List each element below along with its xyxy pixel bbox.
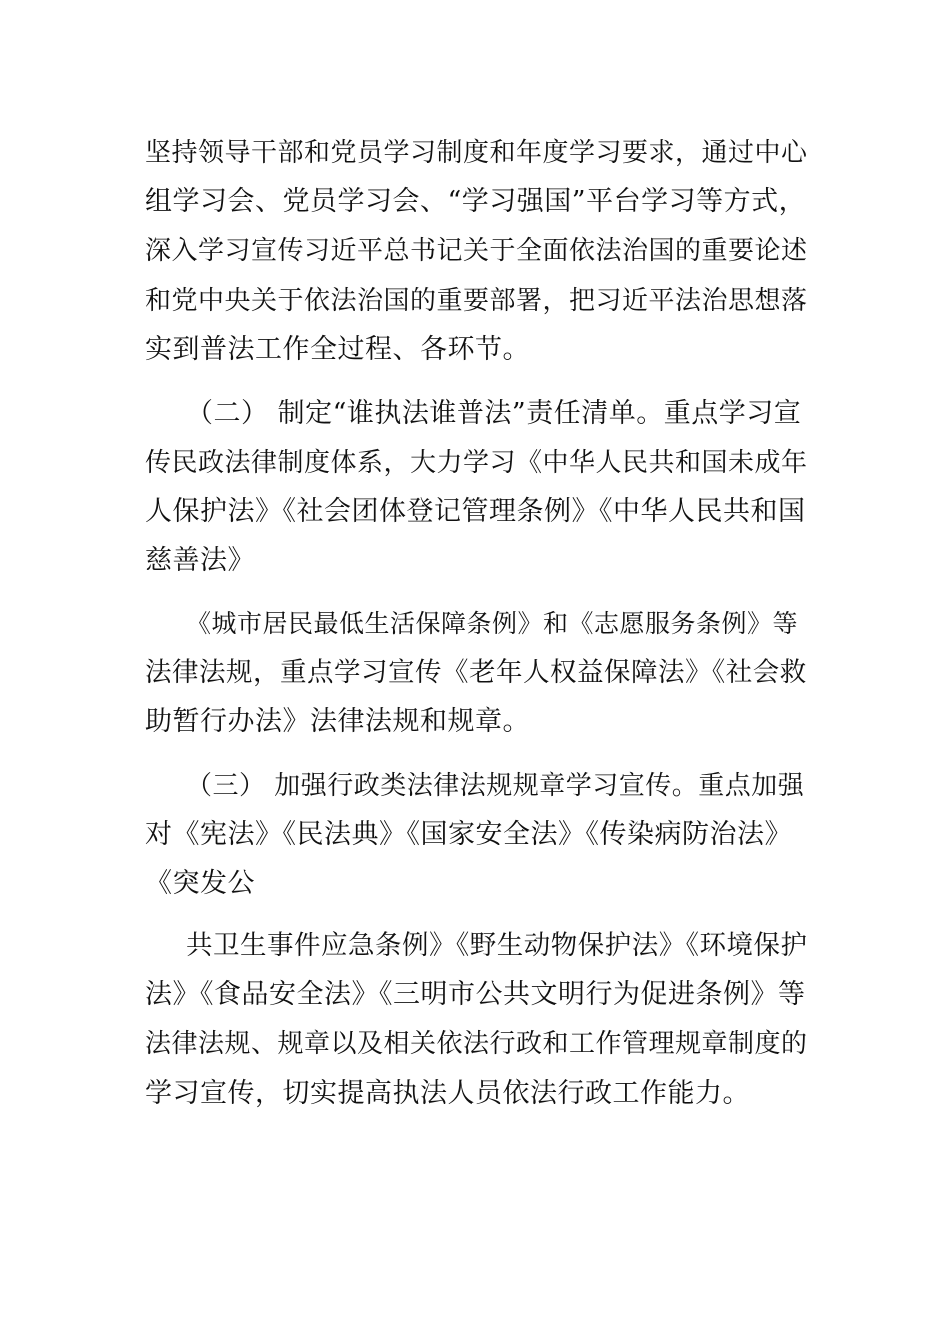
paragraph-5-line-2: 法》《食品安全法》《三明市公共文明行为促进条例》等 <box>145 979 806 1010</box>
paragraph-4-line-1: （三） 加强行政类法律法规规章学习宣传。重点加强 <box>186 771 805 801</box>
paragraph-4-line-2: 对《宪法》《民法典》《国家安全法》《传染病防治法》 <box>145 819 792 850</box>
paragraph-2-line-1: （二） 制定“谁执法谁普法”责任清单。重点学习宣 <box>186 398 802 429</box>
paragraph-4-line-3: 《突发公 <box>145 868 255 899</box>
paragraph-1-line-2: 组学习会、党员学习会、“学习强国”平台学习等方式， <box>145 186 807 217</box>
paragraph-2-line-4: 慈善法》 <box>145 545 255 576</box>
paragraph-3-line-1: 《城市居民最低生活保障条例》和《志愿服务条例》等 <box>186 609 799 638</box>
paragraph-5-line-3: 法律法规、规章以及相关依法行政和工作管理规章制度的 <box>145 1029 808 1059</box>
paragraph-5-line-1: 共卫生事件应急条例》《野生动物保护法》《环境保护 <box>186 930 808 961</box>
paragraph-1-line-1: 坚持领导干部和党员学习制度和年度学习要求，通过中心 <box>145 138 808 168</box>
paragraph-3-line-3: 助暂行办法》法律法规和规章。 <box>145 706 530 737</box>
paragraph-2-line-2: 传民政法律制度体系，大力学习《中华人民共和国未成年 <box>145 448 808 478</box>
paragraph-5-line-4: 学习宣传，切实提高执法人员依法行政工作能力。 <box>145 1078 750 1109</box>
paragraph-1-line-3: 深入学习宣传习近平总书记关于全面依法治国的重要论述 <box>145 236 808 266</box>
paragraph-2-line-3: 人保护法》《社会团体登记管理条例》《中华人民共和国 <box>145 496 806 527</box>
paragraph-1-line-5: 实到普法工作全过程、各环节。 <box>145 334 530 365</box>
paragraph-3-line-2: 法律法规，重点学习宣传《老年人权益保障法》《社会救 <box>145 657 807 688</box>
paragraph-1-line-4: 和党中央关于依法治国的重要部署，把习近平法治思想落 <box>145 286 808 316</box>
